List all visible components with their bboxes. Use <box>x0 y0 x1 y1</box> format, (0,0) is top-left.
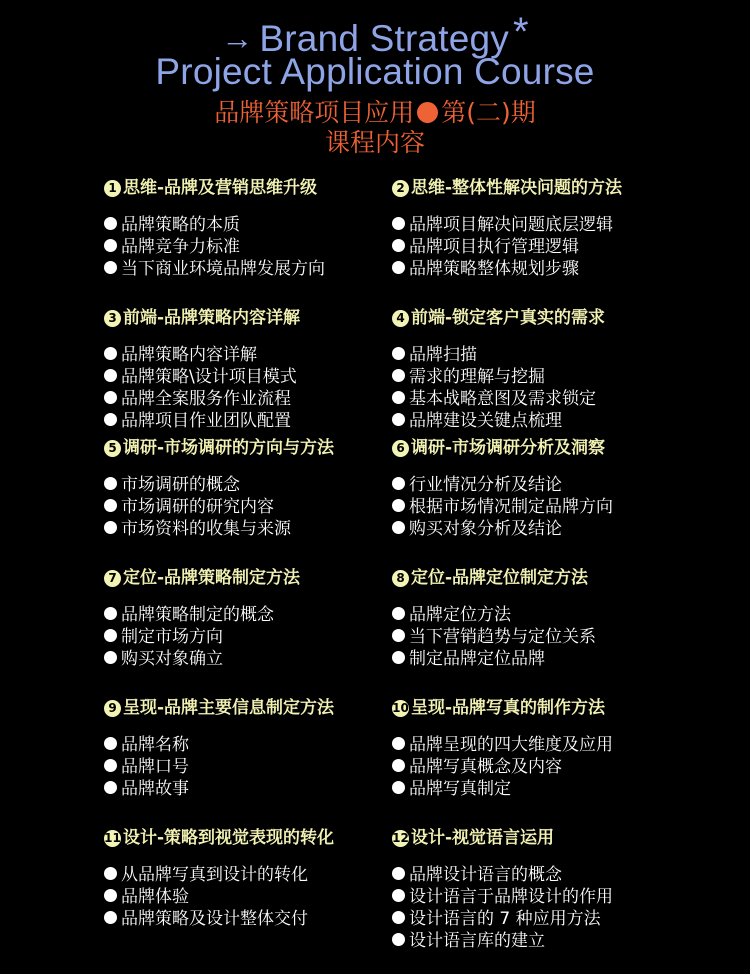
list-item-text: 品牌竞争力标准 <box>121 237 240 257</box>
subtitle-part-2: 第(二)期 <box>441 98 536 127</box>
subtitle-part-1: 品牌策略项目应用 <box>214 98 415 127</box>
module-heading <box>392 306 664 330</box>
bullet-icon <box>392 629 405 642</box>
module-7 <box>104 566 392 696</box>
list-item <box>104 518 392 540</box>
list-item <box>104 778 392 800</box>
list-item-text: 市场资料的收集与来源 <box>121 519 291 539</box>
bullet-icon <box>104 867 117 880</box>
module-heading <box>104 826 392 850</box>
list-item-text: 品牌项目作业团队配置 <box>121 411 291 431</box>
title-line-2 <box>0 50 750 94</box>
list-item-text: 设计语言于品牌设计的作用 <box>409 887 613 907</box>
list-item-text: 品牌体验 <box>121 887 189 907</box>
list-item-text: 当下商业环境品牌发展方向 <box>121 259 325 279</box>
list-item-text: 品牌呈现的四大维度及应用 <box>409 735 613 755</box>
list-item <box>392 344 664 366</box>
list-item-text: 基本战略意图及需求锁定 <box>409 389 596 409</box>
asterisk-icon: * <box>513 10 529 54</box>
bullet-icon <box>104 217 117 230</box>
list-item <box>392 236 664 258</box>
bullet-icon <box>104 781 117 794</box>
list-item <box>104 388 392 410</box>
module-1 <box>104 176 392 306</box>
list-item-text: 品牌策略制定的概念 <box>121 605 274 625</box>
list-item <box>392 604 664 626</box>
bullet-icon <box>104 889 117 902</box>
list-item-text: 品牌建设关键点梳理 <box>409 411 562 431</box>
bullet-icon <box>104 499 117 512</box>
list-item-text: 品牌策略的本质 <box>121 215 240 235</box>
list-item-text: 市场调研的概念 <box>121 475 240 495</box>
list-item <box>104 344 392 366</box>
module-heading-text: 调研-市场调研分析及洞察 <box>411 438 606 458</box>
number-badge-icon: 2 <box>392 180 409 197</box>
list-item <box>104 908 392 930</box>
bullet-icon <box>392 737 405 750</box>
bullet-icon <box>104 261 117 274</box>
list-item-text: 行业情况分析及结论 <box>409 475 562 495</box>
list-item-text: 品牌写真制定 <box>409 779 511 799</box>
bullet-icon <box>392 911 405 924</box>
list-item-text: 制定市场方向 <box>121 627 223 647</box>
bullet-icon <box>392 391 405 404</box>
dot-icon <box>417 102 438 123</box>
bullet-icon <box>104 521 117 534</box>
list-item <box>392 388 664 410</box>
list-item-text: 需求的理解与挖掘 <box>409 367 545 387</box>
list-item <box>392 756 664 778</box>
list-item <box>392 908 664 930</box>
list-item-text: 购买对象确立 <box>121 649 223 669</box>
list-item-text: 当下营销趋势与定位关系 <box>409 627 596 647</box>
bullet-icon <box>392 867 405 880</box>
module-heading-text: 设计-策略到视觉表现的转化 <box>123 828 335 848</box>
list-item <box>392 410 664 432</box>
list-item-text: 品牌故事 <box>121 779 189 799</box>
bullet-icon <box>392 217 405 230</box>
module-heading-text: 呈现-品牌写真的制作方法 <box>411 698 606 718</box>
list-item-text: 品牌策略整体规划步骤 <box>409 259 579 279</box>
list-item <box>392 258 664 280</box>
module-heading-text: 调研-市场调研的方向与方法 <box>123 438 335 458</box>
module-heading <box>392 436 664 460</box>
bullet-icon <box>392 933 405 946</box>
module-heading-text: 设计-视觉语言运用 <box>411 828 555 848</box>
list-item <box>392 778 664 800</box>
list-item <box>104 410 392 432</box>
number-badge-icon: 11 <box>104 831 121 845</box>
module-heading <box>392 826 664 850</box>
course-content-heading: 课程内容 <box>324 128 425 157</box>
bullet-icon <box>392 413 405 426</box>
module-heading-text: 前端-品牌策略内容详解 <box>123 308 301 328</box>
list-item <box>392 864 664 886</box>
list-item-text: 购买对象分析及结论 <box>409 519 562 539</box>
bullet-icon <box>392 261 405 274</box>
list-item <box>104 236 392 258</box>
title-text-2: Project Application Course <box>155 51 595 92</box>
bullet-icon <box>392 347 405 360</box>
module-heading <box>104 176 392 200</box>
module-8 <box>392 566 664 696</box>
module-10 <box>392 696 664 826</box>
number-badge-icon: 10 <box>392 701 409 715</box>
title-text-1: Brand Strategy <box>259 18 510 59</box>
bullet-icon <box>392 781 405 794</box>
bullet-icon <box>392 499 405 512</box>
module-heading <box>104 436 392 460</box>
bullet-icon <box>392 477 405 490</box>
list-item-text: 设计语言库的建立 <box>409 931 545 951</box>
list-item <box>392 366 664 388</box>
bullet-icon <box>104 607 117 620</box>
list-item-text: 品牌策略内容详解 <box>121 345 257 365</box>
list-item <box>104 366 392 388</box>
list-item <box>104 496 392 518</box>
list-item <box>104 474 392 496</box>
module-heading-text: 定位-品牌策略制定方法 <box>123 568 301 588</box>
number-badge-icon: 4 <box>392 310 409 327</box>
bullet-icon <box>392 759 405 772</box>
module-heading-text: 呈现-品牌主要信息制定方法 <box>123 698 335 718</box>
bullet-icon <box>392 239 405 252</box>
module-3 <box>104 306 392 436</box>
list-item-text: 根据市场情况制定品牌方向 <box>409 497 613 517</box>
module-5 <box>104 436 392 566</box>
list-item-text: 制定品牌定位品牌 <box>409 649 545 669</box>
module-grid <box>104 176 664 956</box>
list-item-text: 品牌定位方法 <box>409 605 511 625</box>
bullet-icon <box>104 391 117 404</box>
list-item <box>104 626 392 648</box>
bullet-icon <box>104 477 117 490</box>
number-badge-icon: 5 <box>104 440 121 457</box>
list-item <box>392 474 664 496</box>
number-badge-icon: 3 <box>104 310 121 327</box>
bullet-icon <box>104 651 117 664</box>
number-badge-icon: 12 <box>392 831 409 845</box>
list-item-text: 品牌写真概念及内容 <box>409 757 562 777</box>
list-item-text: 从品牌写真到设计的转化 <box>121 865 308 885</box>
list-item <box>392 214 664 236</box>
module-heading-text: 定位-品牌定位制定方法 <box>411 568 589 588</box>
bullet-icon <box>104 347 117 360</box>
list-item <box>104 648 392 670</box>
list-item-text: 品牌项目执行管理逻辑 <box>409 237 579 257</box>
list-item-text: 品牌策略\设计项目模式 <box>121 367 297 387</box>
number-badge-icon: 9 <box>104 700 121 717</box>
list-item <box>392 496 664 518</box>
bullet-icon <box>104 911 117 924</box>
module-9 <box>104 696 392 826</box>
list-item-text: 品牌项目解决问题底层逻辑 <box>409 215 613 235</box>
list-item <box>104 604 392 626</box>
bullet-icon <box>104 629 117 642</box>
list-item-text: 品牌扫描 <box>409 345 477 365</box>
module-heading <box>104 306 392 330</box>
module-heading <box>392 176 664 200</box>
bullet-icon <box>104 759 117 772</box>
bullet-icon <box>104 737 117 750</box>
module-11 <box>104 826 392 956</box>
bullet-icon <box>104 413 117 426</box>
list-item-text: 品牌名称 <box>121 735 189 755</box>
list-item-text: 品牌策略及设计整体交付 <box>121 909 308 929</box>
module-heading-text: 思维-品牌及营销思维升级 <box>123 178 318 198</box>
number-badge-icon: 7 <box>104 570 121 587</box>
module-12 <box>392 826 664 956</box>
list-item-text: 品牌设计语言的概念 <box>409 865 562 885</box>
bullet-icon <box>392 369 405 382</box>
list-item-text: 市场调研的研究内容 <box>121 497 274 517</box>
module-heading <box>392 566 664 590</box>
list-item <box>392 518 664 540</box>
bullet-icon <box>104 369 117 382</box>
list-item <box>392 930 664 952</box>
number-badge-icon: 1 <box>104 180 121 197</box>
number-badge-icon: 8 <box>392 570 409 587</box>
list-item <box>104 214 392 236</box>
list-item <box>104 864 392 886</box>
module-4 <box>392 306 664 436</box>
list-item-text: 设计语言的 7 种应用方法 <box>409 909 601 929</box>
module-heading-text: 思维-整体性解决问题的方法 <box>411 178 623 198</box>
bullet-icon <box>392 521 405 534</box>
number-badge-icon: 6 <box>392 440 409 457</box>
list-item <box>104 756 392 778</box>
list-item <box>104 258 392 280</box>
list-item <box>392 648 664 670</box>
module-heading <box>104 566 392 590</box>
module-heading <box>392 696 664 720</box>
list-item <box>392 886 664 908</box>
bullet-icon <box>392 651 405 664</box>
module-heading-text: 前端-锁定客户真实的需求 <box>411 308 606 328</box>
bullet-icon <box>392 889 405 902</box>
list-item <box>104 886 392 908</box>
module-2 <box>392 176 664 306</box>
course-subtitle <box>0 98 750 128</box>
list-item <box>104 734 392 756</box>
bullet-icon <box>104 239 117 252</box>
list-item <box>392 734 664 756</box>
module-6 <box>392 436 664 566</box>
arrow-right-icon: → <box>221 20 254 56</box>
module-heading <box>104 696 392 720</box>
list-item <box>392 626 664 648</box>
list-item-text: 品牌口号 <box>121 757 189 777</box>
list-item-text: 品牌全案服务作业流程 <box>121 389 291 409</box>
bullet-icon <box>392 607 405 620</box>
